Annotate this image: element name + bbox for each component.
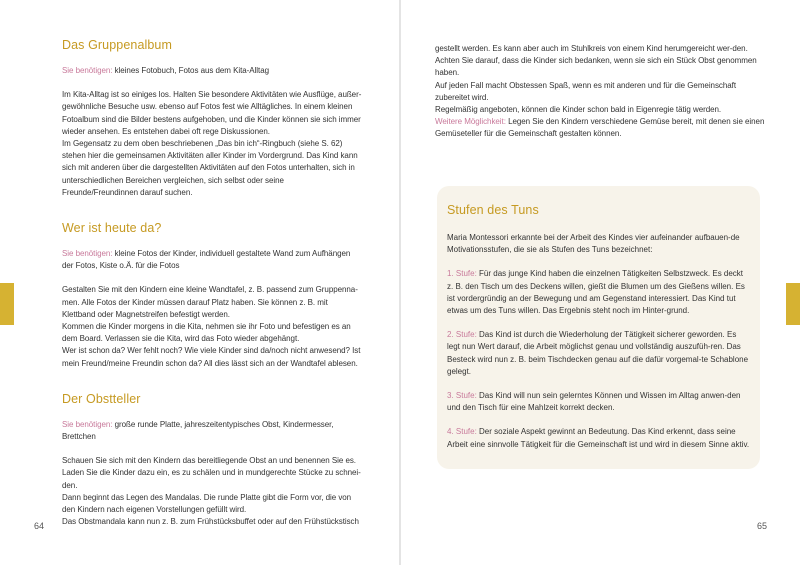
paragraph: Auf jeden Fall macht Obstessen Spaß, wenn es mit anderen und für die Gemeinschaft zubereitet wird. (435, 80, 737, 102)
paragraph: Schauen Sie sich mit den Kindern das bereitliegende Obst an und benennen Sie es. Laden Sie die Kinder dazu ein, es zu schälen und in mundgerechte Stücke zu schnei-den. (62, 456, 361, 490)
requirements-gruppenalbum (62, 65, 362, 77)
requirements-obstteller (62, 419, 362, 443)
requirements-text: kleines Fotobuch, Fotos aus dem Kita-Alltag (112, 66, 269, 75)
more-possibility-label: Weitere Möglichkeit: (435, 117, 506, 127)
stage-text: Das Kind ist durch die Wiederholung der Tätigkeit sicherer geworden. Es legt nun Wert darauf, die Arbeit möglichst genau und vollständig auszufüh-ren. Das Besteck wird nun z. B. beim Tischdecken genau auf die dafür vorgemal-te Schablone gelegt. (447, 330, 749, 376)
heading-gruppenalbum: Das Gruppenalbum (62, 38, 172, 52)
box-title: Stufen des Tuns (447, 203, 539, 217)
stage-label: 2. Stufe: (447, 330, 477, 340)
stage-1 (447, 268, 750, 317)
paragraph: Wer ist schon da? Wer fehlt noch? Wie viele Kinder sind da/noch nicht anwesend? Ist mein Freund/meine Freundin schon da? All dies lässt sich an der Wandtafel ablesen. (62, 346, 361, 368)
paragraph: Im Kita-Alltag ist so einiges los. Halten Sie besondere Aktivitäten wie Ausflüge, außer-gewöhnliche Besuche usw. ebenso auf Fotos fest wie Alltägliches. In einem kleinen Fotoalbum sind die Bilder bestens aufgehoben, und die Kinder können sie sich immer wieder ansehen. Es entstehen dabei oft rege Diskussionen. (62, 90, 362, 136)
requirements-text: kleine Fotos der Kinder, individuell gestaltete Wand zum Aufhängen der Fotos, Kiste o.Ä. für die Fotos (62, 249, 351, 271)
paragraph: Im Gegensatz zu dem oben beschriebenen „Das bin ich“-Ringbuch (siehe S. 62) stehen hier die gemeinsamen Aktivitäten aller Kinder im Vordergrund. Das Kind kann sich mit anderen über die dargestellten Aktivitäten auf den Fotos unterhalten, sich in unterschiedlichen Bereichen vergleichen, sich selbst oder seine Freunde/Freundinnen darauf suchen. (62, 139, 358, 197)
left-edge-tab (0, 283, 14, 325)
stage-4 (447, 426, 750, 450)
requirements-label: Sie benötigen: (62, 419, 113, 429)
stage-text: Der soziale Aspekt gewinnt an Bedeutung. Das Kind erkennt, dass seine Arbeit eine sinnvolle Tätigkeit für die Gemeinschaft ist und wird in diesem Sinne aktiv. (447, 427, 750, 449)
stage-text: Das Kind will nun sein gelerntes Können und Wissen im Alltag anwen-den und den Tisch für eine Mahlzeit korrekt decken. (447, 391, 741, 413)
stage-2 (447, 329, 750, 378)
stage-label: 1. Stufe: (447, 269, 477, 279)
stage-label: 4. Stufe: (447, 427, 477, 437)
left-page (0, 0, 399, 565)
info-box-stufen-des-tuns (437, 186, 760, 469)
paragraph: Regelmäßig angeboten, können die Kinder schon bald in Eigenregie tätig werden. (435, 105, 722, 115)
requirements-text: große runde Platte, jahreszeitentypisches Obst, Kindermesser, Brettchen (62, 419, 334, 442)
page-number-right: 65 (757, 521, 768, 531)
page-number-left: 64 (34, 521, 45, 531)
left-column (62, 38, 362, 528)
requirements-label: Sie benötigen: (62, 249, 113, 259)
right-page (401, 0, 800, 565)
more-possibility (435, 116, 767, 140)
paragraph: Das Obstmandala kann nun z. B. zum Frühstücksbuffet oder auf den Frühstückstisch (62, 517, 359, 527)
right-edge-tab (786, 283, 800, 325)
more-possibility-text: Legen Sie den Kindern verschiedene Gemüse bereit, mit denen sie einen Gemüseteller für die Gemeinschaft gestalten können. (435, 117, 765, 139)
paragraph: Gestalten Sie mit den Kindern eine kleine Wandtafel, z. B. passend zum Gruppenna-men. Alle Fotos der Kinder müssen darauf Platz haben. Sie können z. B. mit Klettband oder Magnetstreifen befestigt werden. (62, 285, 358, 319)
stage-text: Für das junge Kind haben die einzelnen Tätigkeiten Selbstzweck. Es deckt z. B. den Tisch um des Deckens willen, gießt die Blumen um des Gießens willen. Es ist vordergründig an der Bewegung und am Gegenstand interessiert. Das Kind tut etwas um des Tuns willen. Das Ergebnis steht noch im Hinter-grund. (447, 269, 745, 316)
heading-obstteller: Der Obstteller (62, 391, 141, 406)
heading-wer-ist-heute-da: Wer ist heute da? (62, 221, 162, 236)
right-column (435, 43, 767, 141)
stage-3 (447, 390, 750, 414)
paragraph: gestellt werden. Es kann aber auch im Stuhlkreis von einem Kind herumgereicht wer-den. Achten Sie darauf, dass die Kinder sich bedanken, wenn sie sich ein Stück Obst genommen haben. (435, 44, 757, 78)
requirements-wer-ist-heute-da (62, 248, 362, 272)
stage-label: 3. Stufe: (447, 391, 477, 401)
paragraph: Dann beginnt das Legen des Mandalas. Die runde Platte gibt die Form vor, die von den Kindern nach eigenen Vorstellungen gefüllt wird. (62, 492, 352, 515)
paragraph: Kommen die Kinder morgens in die Kita, nehmen sie ihr Foto und befestigen es an dem Board. Verlassen sie die Kita, wird das Foto wieder abgehängt. (62, 322, 351, 344)
requirements-label: Sie benötigen: (62, 66, 113, 75)
box-intro: Maria Montessori erkannte bei der Arbeit des Kindes vier aufeinander aufbauen-de Motivationsstufen, die sie als Stufen des Tuns bezeichnet: (447, 233, 740, 255)
